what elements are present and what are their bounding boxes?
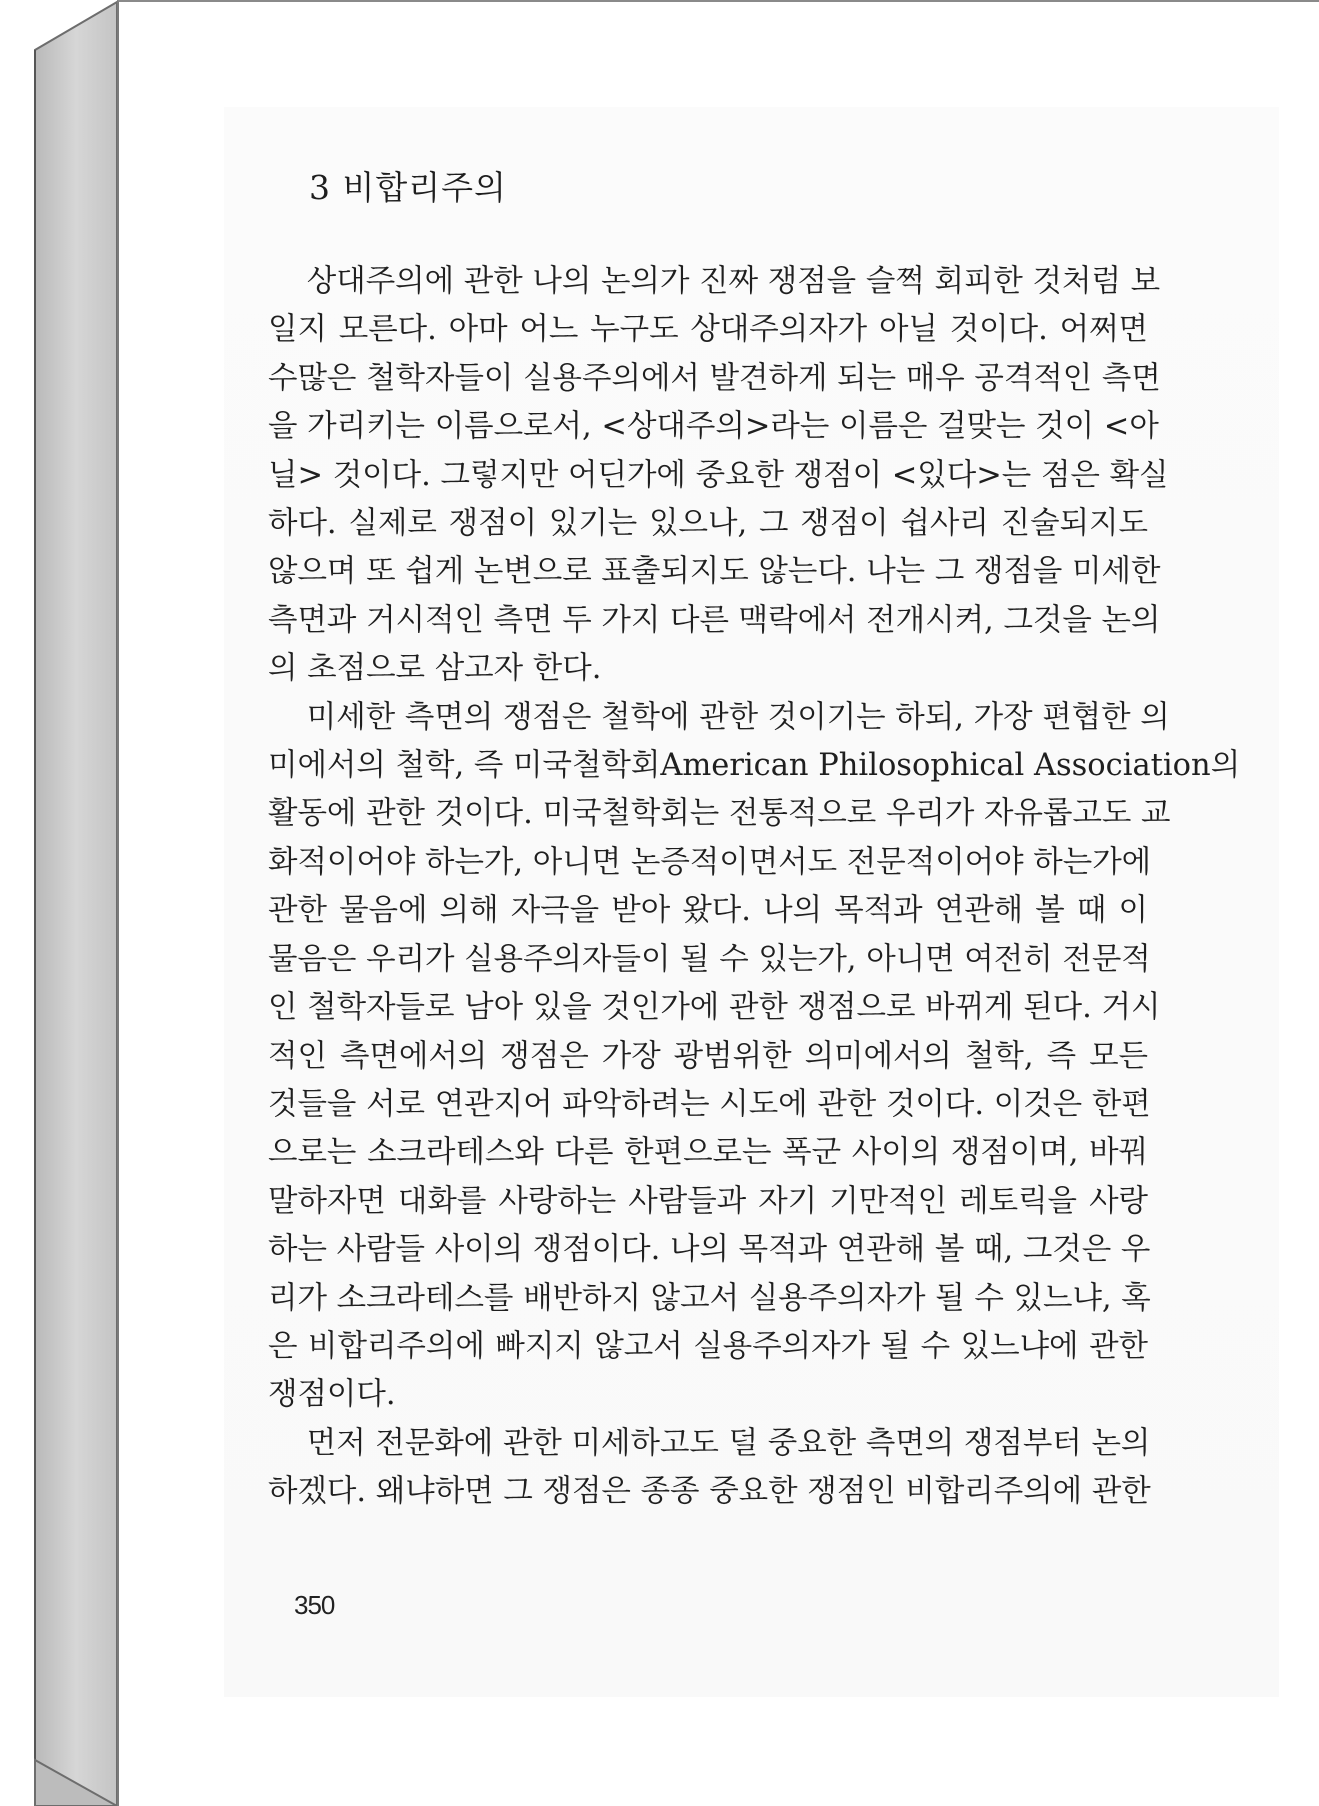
text-line: 것들을 서로 연관지어 파악하려는 시도에 관한 것이다. 이것은 한편 bbox=[268, 1086, 1151, 1122]
paragraph-1 bbox=[268, 258, 1169, 694]
paragraph-3 bbox=[268, 1420, 1151, 1517]
text-line: 쟁점이다. bbox=[268, 1377, 396, 1413]
text-line: 측면과 거시적인 측면 두 가지 다른 맥락에서 전개시켜, 그것을 논의 bbox=[268, 602, 1161, 638]
text-line: 먼저 전문화에 관한 미세하고도 덜 중요한 측면의 쟁점부터 논의 bbox=[268, 1425, 1151, 1461]
book-spine bbox=[0, 0, 125, 1806]
body-text bbox=[268, 258, 1241, 1517]
text-line: 은 비합리주의에 빠지지 않고서 실용주의자가 될 수 있느냐에 관한 bbox=[268, 1328, 1148, 1364]
text-line: 말하자면 대화를 사랑하는 사람들과 자기 기만적인 레토릭을 사랑 bbox=[268, 1183, 1148, 1219]
text-line: 관한 물음에 의해 자극을 받아 왔다. 나의 목적과 연관해 볼 때 이 bbox=[268, 893, 1148, 929]
text-line: 활동에 관한 것이다. 미국철학회는 전통적으로 우리가 자유롭고도 교 bbox=[268, 796, 1171, 832]
text-line: 물음은 우리가 실용주의자들이 될 수 있는가, 아니면 여전히 전문적 bbox=[268, 941, 1151, 977]
text-line: 미에서의 철학, 즉 미국철학회American Philosophical Association의 bbox=[268, 748, 1241, 784]
text-line: 수많은 철학자들이 실용주의에서 발견하게 되는 매우 공격적인 측면 bbox=[268, 360, 1161, 396]
text-line: 하겠다. 왜냐하면 그 쟁점은 종종 중요한 쟁점인 비합리주의에 관한 bbox=[268, 1474, 1151, 1510]
text-line: 상대주의에 관한 나의 논의가 진짜 쟁점을 슬쩍 회피한 것처럼 보 bbox=[268, 264, 1161, 299]
section-title: 3 비합리주의 bbox=[309, 168, 507, 207]
text-line: 하다. 실제로 쟁점이 있기는 있으나, 그 쟁점이 쉽사리 진술되지도 bbox=[268, 506, 1148, 542]
text-line: 하는 사람들 사이의 쟁점이다. 나의 목적과 연관해 볼 때, 그것은 우 bbox=[268, 1232, 1151, 1268]
text-line: 리가 소크라테스를 배반하지 않고서 실용주의자가 될 수 있느냐, 혹 bbox=[268, 1280, 1151, 1316]
text-line: 화적이어야 하는가, 아니면 논증적이면서도 전문적이어야 하는가에 bbox=[268, 844, 1152, 880]
text-line: 적인 측면에서의 쟁점은 가장 광범위한 의미에서의 철학, 즉 모든 bbox=[268, 1038, 1148, 1074]
text-line: 않으며 또 쉽게 논변으로 표출되지도 않는다. 나는 그 쟁점을 미세한 bbox=[268, 554, 1161, 590]
text-line: 을 가리키는 이름으로서, <상대주의>라는 이름은 걸맞는 것이 <아 bbox=[268, 409, 1159, 445]
text-line: 미세한 측면의 쟁점은 철학에 관한 것이기는 하되, 가장 편협한 의 bbox=[268, 699, 1170, 735]
page-number: 350 bbox=[294, 1590, 335, 1620]
book-spine-graphic bbox=[0, 0, 125, 1806]
text-line: 으로는 소크라테스와 다른 한편으로는 폭군 사이의 쟁점이며, 바꿔 bbox=[268, 1135, 1148, 1171]
paragraph-2 bbox=[268, 694, 1241, 1420]
text-line: 닐> 것이다. 그렇지만 어딘가에 중요한 쟁점이 <있다>는 점은 확실 bbox=[268, 457, 1169, 493]
text-line: 인 철학자들로 남아 있을 것인가에 관한 쟁점으로 바뀌게 된다. 거시 bbox=[268, 990, 1161, 1026]
text-line: 일지 모른다. 아마 어느 누구도 상대주의자가 아닐 것이다. 어쩌면 bbox=[268, 312, 1148, 348]
text-line: 의 초점으로 삼고자 한다. bbox=[268, 651, 602, 687]
